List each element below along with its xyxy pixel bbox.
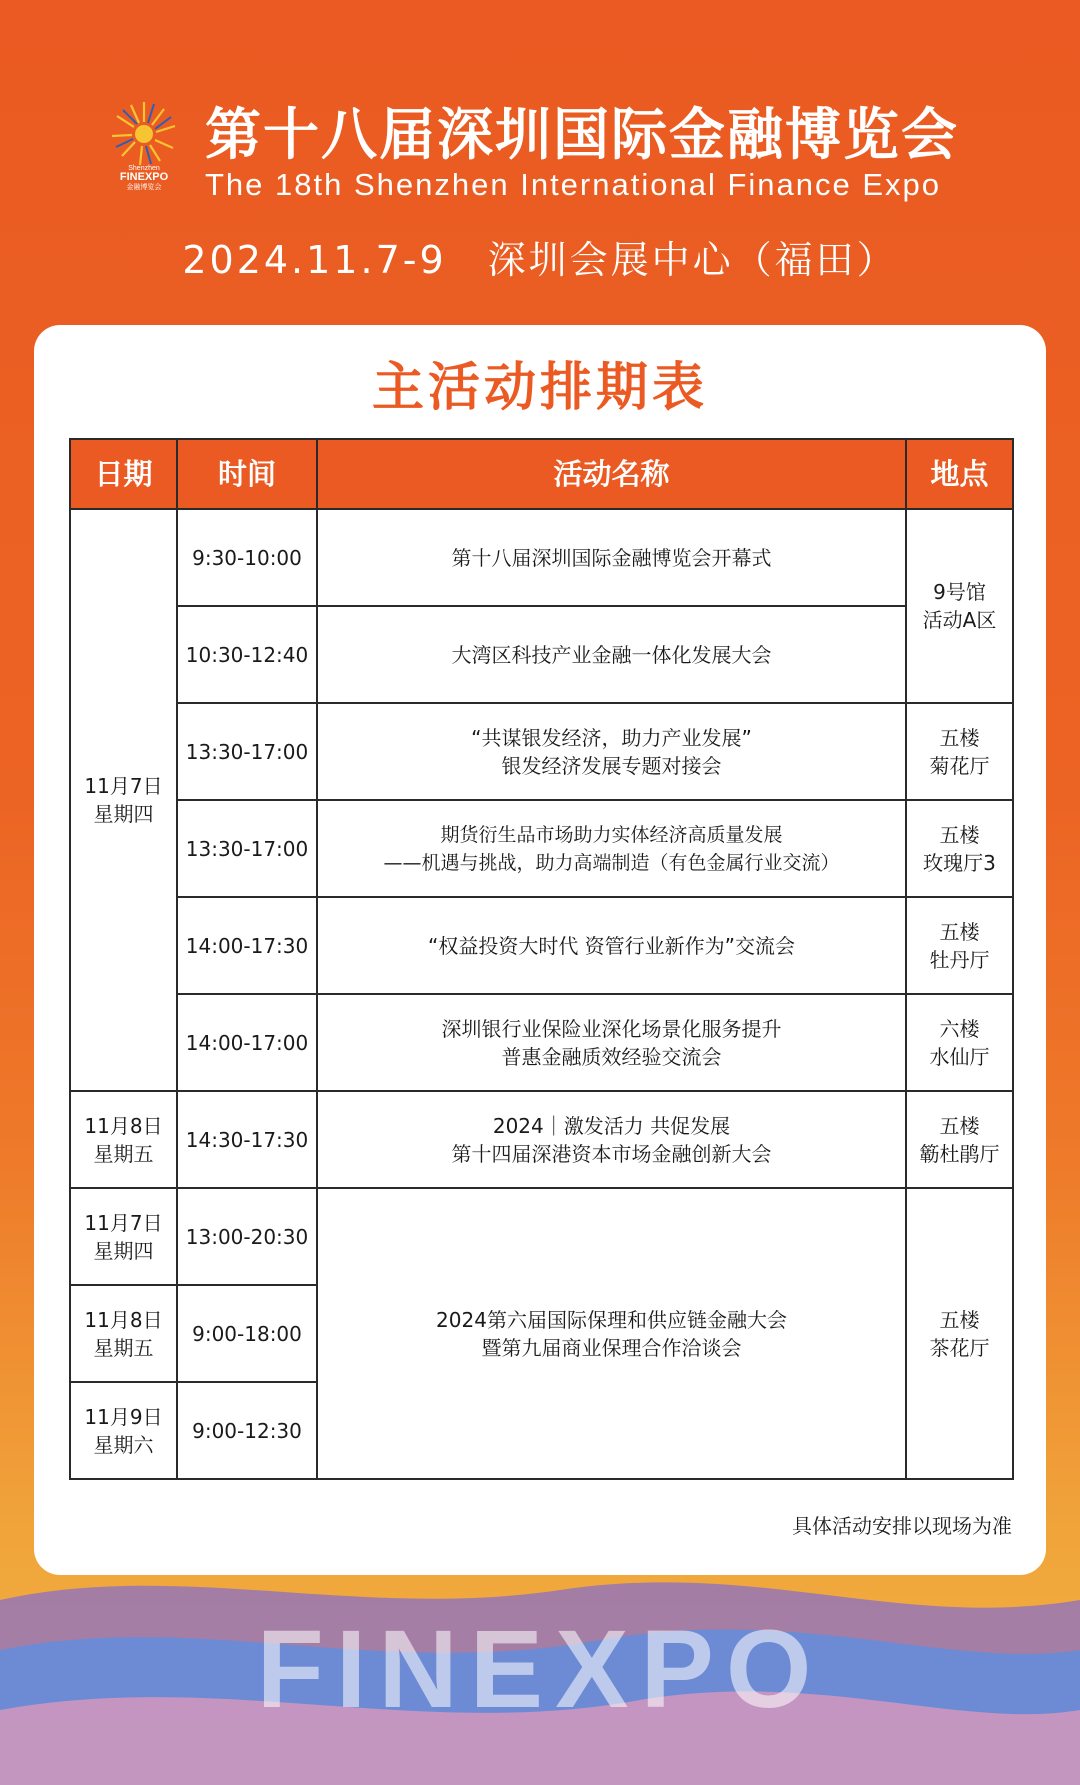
date-venue: 2024.11.7-9 深圳会展中心（福田） <box>182 238 898 282</box>
date-cell <box>70 509 177 1091</box>
cell-line: 牡丹厅 <box>929 947 990 972</box>
time-cell: 13:00-20:30 <box>177 1188 317 1285</box>
cell-line: 11月7日 <box>84 1210 163 1235</box>
cell-line: 五楼 <box>939 1113 980 1138</box>
cell-line: 银发经济发展专题对接会 <box>501 753 722 778</box>
place-cell <box>906 703 1013 800</box>
event-name-cell <box>317 800 906 897</box>
cell-line: 深圳银行业保险业深化场景化服务提升 <box>441 1016 782 1041</box>
cell-line: 大湾区科技产业金融一体化发展大会 <box>451 642 772 667</box>
cell-line: 菊花厅 <box>929 753 990 778</box>
table-row <box>70 1091 1013 1188</box>
time-cell: 14:00-17:00 <box>177 994 317 1091</box>
table-row <box>70 703 1013 800</box>
place-cell <box>906 1091 1013 1188</box>
event-name-cell <box>317 606 906 703</box>
event-name-cell <box>317 509 906 606</box>
schedule-table <box>69 438 1014 1480</box>
time-cell: 13:30-17:00 <box>177 800 317 897</box>
event-name-cell <box>317 897 906 994</box>
cell-line: 星期六 <box>93 1432 154 1457</box>
cell-line: 五楼 <box>939 919 980 944</box>
schedule-title: 主活动排期表 <box>371 358 708 418</box>
cell-line: 水仙厅 <box>929 1044 990 1069</box>
cell-line: “权益投资大时代 资管行业新作为”交流会 <box>427 933 796 958</box>
column-header-name: 活动名称 <box>317 439 906 509</box>
column-header-date: 日期 <box>70 439 177 509</box>
cell-line: 期货衍生品市场助力实体经济高质量发展 <box>440 823 783 846</box>
event-name-cell <box>317 1188 906 1479</box>
time-cell: 9:30-10:00 <box>177 509 317 606</box>
table-row <box>70 897 1013 994</box>
cell-line: 星期四 <box>93 802 154 826</box>
event-name-cell <box>317 1091 906 1188</box>
finexpo-wordmark: FINEXPO <box>256 1608 824 1731</box>
cell-line: 9号馆 <box>933 580 986 604</box>
cell-line: 活动A区 <box>922 608 997 632</box>
column-header-place: 地点 <box>906 439 1013 509</box>
date-cell <box>70 1285 177 1382</box>
date-cell <box>70 1382 177 1479</box>
time-cell: 9:00-18:00 <box>177 1285 317 1382</box>
cell-line: 2024第六届国际保理和供应链金融大会 <box>436 1307 787 1332</box>
time-cell: 10:30-12:40 <box>177 606 317 703</box>
column-header-time: 时间 <box>177 439 317 509</box>
finexpo-logo <box>108 100 180 192</box>
svg-text:Shenzhen: Shenzhen <box>128 165 160 172</box>
place-cell <box>906 509 1013 703</box>
cell-line: “共谋银发经济，助力产业发展” <box>471 725 752 750</box>
date-cell <box>70 1188 177 1285</box>
time-cell: 14:00-17:30 <box>177 897 317 994</box>
cell-line: 五楼 <box>939 1307 980 1332</box>
time-cell: 9:00-12:30 <box>177 1382 317 1479</box>
cell-line: 第十四届深港资本市场金融创新大会 <box>451 1141 772 1166</box>
place-cell <box>906 1188 1013 1479</box>
expo-title-cn: 第十八届深圳国际金融博览会 <box>205 103 959 168</box>
svg-text:金融博览会: 金融博览会 <box>126 183 162 191</box>
event-name-cell <box>317 703 906 800</box>
cell-line: 六楼 <box>939 1016 980 1041</box>
cell-line: 11月7日 <box>84 774 163 798</box>
table-row <box>70 606 1013 703</box>
header <box>0 0 1080 300</box>
table-body <box>70 509 1013 1479</box>
cell-line: 暨第九届商业保理合作洽谈会 <box>481 1335 742 1360</box>
place-cell <box>906 897 1013 994</box>
table-row <box>70 509 1013 606</box>
cell-line: 五楼 <box>939 725 980 750</box>
cell-line: ——机遇与挑战，助力高端制造（有色金属行业交流） <box>383 851 840 874</box>
svg-text:FINEXPO: FINEXPO <box>119 171 169 183</box>
cell-line: 普惠金融质效经验交流会 <box>501 1044 722 1069</box>
table-row <box>70 1188 1013 1285</box>
cell-line: 茶花厅 <box>929 1335 990 1360</box>
cell-line: 星期四 <box>93 1238 154 1263</box>
date-cell <box>70 1091 177 1188</box>
time-cell: 14:30-17:30 <box>177 1091 317 1188</box>
cell-line: 五楼 <box>939 822 980 847</box>
time-cell: 13:30-17:00 <box>177 703 317 800</box>
cell-line: 11月9日 <box>84 1404 163 1429</box>
event-name-cell <box>317 994 906 1091</box>
cell-line: 11月8日 <box>84 1307 163 1332</box>
cell-line: 11月8日 <box>84 1113 163 1138</box>
cell-line: 星期五 <box>93 1335 154 1360</box>
table-header-row <box>70 439 1013 509</box>
cell-line: 星期五 <box>93 1141 154 1166</box>
cell-line: 2024｜激发活力 共促发展 <box>492 1113 731 1138</box>
place-cell <box>906 994 1013 1091</box>
cell-line: 簕杜鹃厅 <box>919 1141 1000 1166</box>
table-row <box>70 994 1013 1091</box>
cell-line: 玫瑰厅3 <box>923 850 996 875</box>
cell-line: 第十八届深圳国际金融博览会开幕式 <box>451 545 772 570</box>
table-row <box>70 800 1013 897</box>
place-cell <box>906 800 1013 897</box>
expo-title-en: The 18th Shenzhen International Finance Expo <box>205 167 942 202</box>
schedule-note: 具体活动安排以现场为准 <box>792 1514 1012 1538</box>
